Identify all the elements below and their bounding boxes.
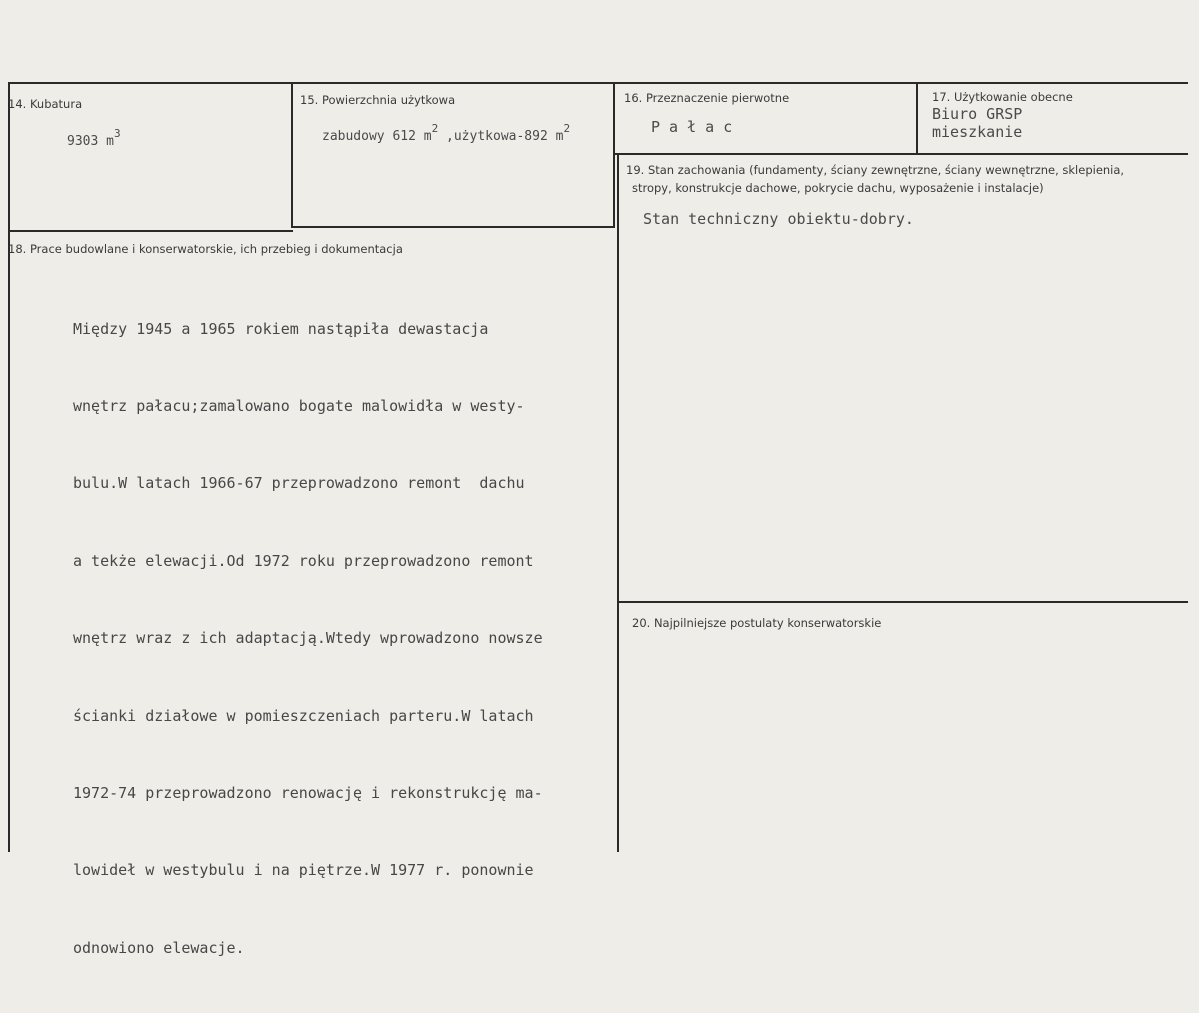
- field-19-label-line-2: stropy, konstrukcje dachowe, pokrycie dachu, wyposażenie i instalacje): [632, 181, 1044, 195]
- field-15-label: 15. Powierzchnia użytkowa: [300, 93, 456, 107]
- text-line: wnętrz wraz z ich adaptacją.Wtedy wprowadzono nowsze: [73, 629, 543, 648]
- field-14-label: 14. Kubatura: [8, 97, 83, 111]
- text-line: ścianki działowe w pomieszczeniach parteru.W latach: [73, 706, 534, 725]
- field-19-label-line-1: 19. Stan zachowania (fundamenty, ściany zewnętrzne, ściany wewnętrzne, sklepienia,: [626, 163, 1125, 177]
- text-line: bulu.W latach 1966-67 przeprowadzono remont dachu: [73, 474, 525, 493]
- text-line: lowideł w westybulu i na piętrze.W 1977 r. ponownie: [73, 861, 534, 880]
- usable-area: ,użytkowa-892 m: [438, 129, 564, 144]
- volume-value: 9303 m: [67, 134, 114, 149]
- field-17-line-1: Biuro GRSP: [932, 105, 1023, 123]
- built-area-exp: 2: [431, 122, 439, 135]
- field-18-label: 18. Prace budowlane i konserwatorskie, ich przebieg i dokumentacja: [8, 242, 403, 256]
- row-14-bottom: [8, 230, 293, 232]
- divider-16-17: [916, 82, 918, 154]
- divider-lower: [617, 154, 619, 852]
- row-15-bottom: [291, 226, 615, 228]
- row-19-bottom: [617, 601, 1188, 603]
- divider-main: [613, 82, 615, 228]
- text-line: wnętrz pałacu;zamalowano bogate malowidła w westy-: [73, 396, 525, 415]
- built-area: zabudowy 612 m: [322, 129, 432, 144]
- volume-unit-exp: 3: [113, 127, 121, 140]
- field-18-text: [73, 265, 543, 1013]
- row-16-bottom: [613, 153, 1188, 155]
- field-15-value: [322, 122, 570, 144]
- field-16-value: P a ł a c: [651, 118, 733, 136]
- text-line: a tekże elewacji.Od 1972 roku przeprowadzono remont: [73, 551, 534, 570]
- field-16-label: 16. Przeznaczenie pierwotne: [624, 91, 790, 105]
- usable-area-exp: 2: [563, 122, 571, 135]
- field-17-line-2: mieszkanie: [932, 123, 1023, 141]
- field-19-value: Stan techniczny obiektu-dobry.: [643, 210, 914, 228]
- field-19-label: [626, 161, 1186, 197]
- field-17-label: 17. Użytkowanie obecne: [932, 90, 1073, 104]
- top-border: [8, 82, 1188, 84]
- field-20-label: 20. Najpilniejsze postulaty konserwatorskie: [632, 616, 882, 630]
- field-14-value: [67, 127, 121, 149]
- text-line: odnowiono elewacje.: [73, 938, 245, 957]
- left-border: [8, 82, 10, 852]
- divider-14-15: [291, 82, 293, 228]
- text-line: Między 1945 a 1965 rokiem nastąpiła dewastacja: [73, 319, 489, 338]
- text-line: 1972-74 przeprowadzono renowację i rekonstrukcję ma-: [73, 783, 543, 802]
